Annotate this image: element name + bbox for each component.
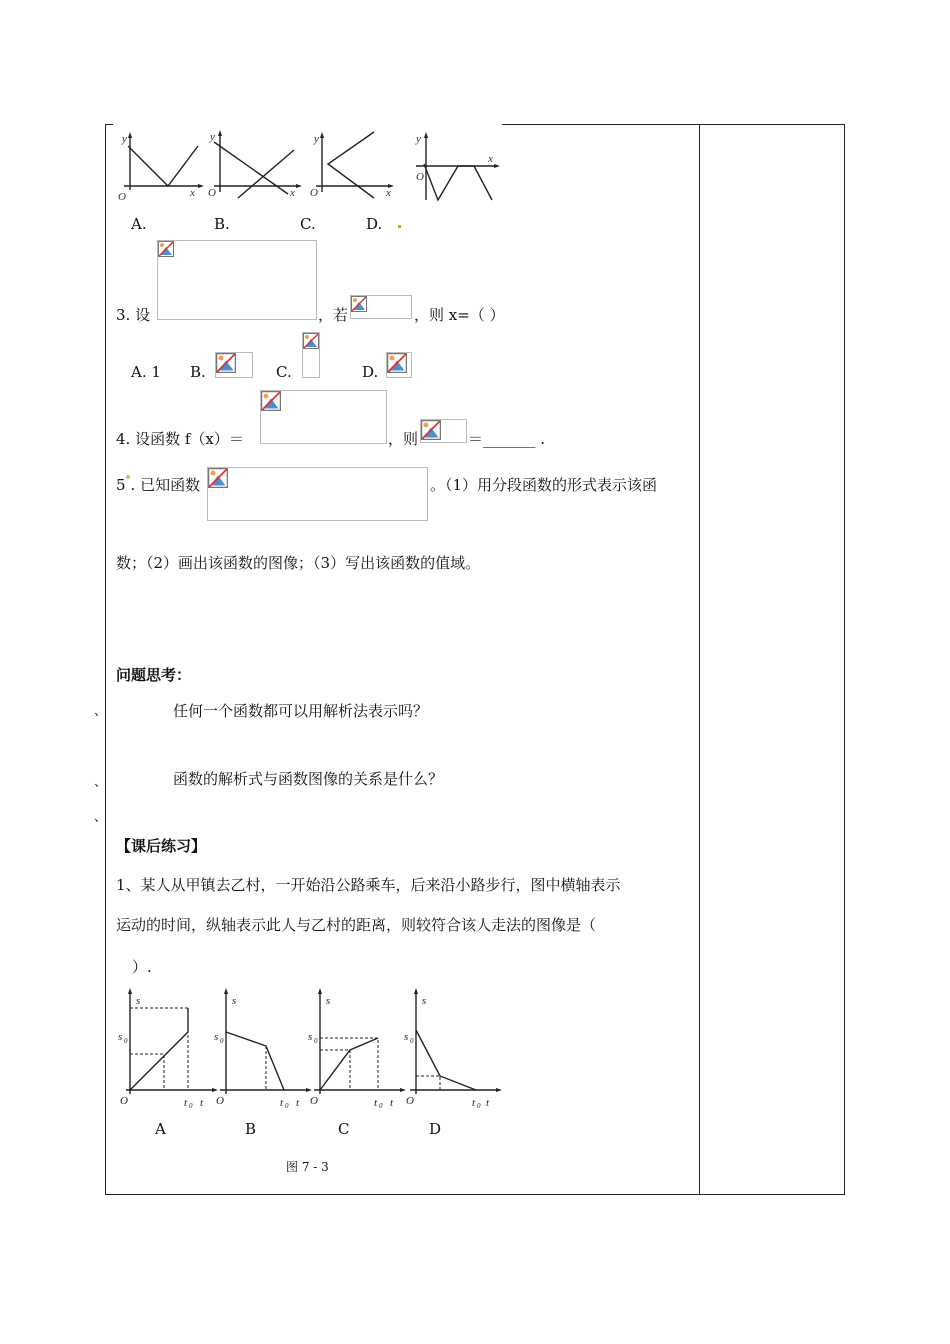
q4-mid: ，则 bbox=[388, 430, 419, 448]
list-mark-3: 、 bbox=[94, 810, 108, 825]
homework-graphs bbox=[110, 986, 510, 1126]
svg-text:t: t bbox=[390, 1097, 394, 1109]
broken-image-icon bbox=[351, 296, 367, 312]
table-border-bottom bbox=[105, 1194, 845, 1195]
q5-line2: 数；（2）画出该函数的图像；（3）写出该函数的值域。 bbox=[116, 554, 481, 572]
svg-text:O: O bbox=[406, 1095, 414, 1107]
svg-text:s: s bbox=[404, 1031, 409, 1043]
homework-p1-line2: 运动的时间，纵轴表示此人与乙村的距离，则较符合该人走法的图像是（ bbox=[116, 916, 597, 934]
svg-text:0: 0 bbox=[189, 1102, 193, 1110]
table-border-left bbox=[105, 124, 106, 1195]
svg-text:s: s bbox=[118, 1031, 123, 1043]
graph-c-curve bbox=[320, 1038, 378, 1090]
graph-d-s-label: s bbox=[422, 995, 427, 1007]
svg-text:y: y bbox=[314, 133, 319, 145]
homework-graph-label-a: A bbox=[155, 1120, 166, 1138]
svg-text:x: x bbox=[290, 187, 295, 199]
svg-text:x: x bbox=[386, 187, 391, 199]
thinking-heading: 问题思考： bbox=[116, 666, 192, 684]
svg-text:s: s bbox=[308, 1031, 313, 1043]
graph-a-guides bbox=[130, 1008, 188, 1090]
svg-text:O: O bbox=[208, 187, 216, 199]
svg-text:y: y bbox=[122, 133, 127, 145]
broken-image-icon bbox=[421, 420, 441, 440]
broken-image-icon bbox=[303, 333, 319, 349]
q2-graphs bbox=[110, 128, 510, 208]
svg-text:O: O bbox=[120, 1095, 128, 1107]
graph-b-line2 bbox=[238, 150, 294, 198]
q3-suffix: ，则 x=（ ） bbox=[414, 306, 505, 324]
svg-text:0: 0 bbox=[379, 1102, 383, 1110]
q3-option-b: B. bbox=[190, 363, 206, 381]
list-mark-1: 、 bbox=[94, 704, 108, 719]
q3-option-b-image bbox=[215, 352, 253, 378]
svg-text:0: 0 bbox=[314, 1037, 318, 1045]
svg-text:0: 0 bbox=[477, 1102, 481, 1110]
broken-image-icon bbox=[208, 468, 228, 488]
q3-formula-image bbox=[157, 240, 317, 320]
svg-text:x: x bbox=[488, 153, 493, 165]
q5-lead: . 已知函数 bbox=[130, 476, 201, 494]
list-mark-2: 、 bbox=[94, 775, 108, 790]
graph-d-curve bbox=[416, 1030, 476, 1090]
svg-text:0: 0 bbox=[220, 1037, 224, 1045]
q2-option-a: A. bbox=[131, 215, 147, 233]
graph-b-s-label: s bbox=[232, 995, 237, 1007]
table-border-top-left-tick bbox=[105, 124, 113, 125]
q3-option-d: D. bbox=[362, 363, 379, 381]
svg-text:t: t bbox=[296, 1097, 300, 1109]
figure-caption: 图 7 - 3 bbox=[286, 1160, 329, 1174]
q5-number: 5 bbox=[116, 476, 126, 494]
q2-option-c: C. bbox=[300, 215, 316, 233]
homework-graph-label-d: D bbox=[429, 1120, 442, 1138]
graph-a-curve bbox=[128, 146, 198, 186]
broken-image-icon bbox=[261, 391, 281, 411]
homework-p1-line3: ）. bbox=[132, 958, 152, 976]
table-border-top-right bbox=[502, 124, 845, 125]
q3-option-c-image bbox=[302, 332, 320, 378]
q3-option-d-image bbox=[386, 352, 412, 378]
graph-b-curve bbox=[226, 1032, 284, 1090]
svg-text:x: x bbox=[190, 187, 195, 199]
homework-p1-line1: 1、某人从甲镇去乙村，一开始沿公路乘车，后来沿小路步行，图中横轴表示 bbox=[116, 876, 621, 894]
homework-graph-label-c: C bbox=[338, 1120, 350, 1138]
table-border-right bbox=[844, 124, 845, 1195]
q3-mid: ，若 bbox=[318, 306, 349, 324]
svg-text:O: O bbox=[216, 1095, 224, 1107]
graph-c-curve bbox=[328, 132, 374, 198]
q2-option-d: D. bbox=[366, 215, 383, 233]
graph-a-curve bbox=[130, 1032, 188, 1090]
q2-option-b: B. bbox=[214, 215, 230, 233]
svg-text:O: O bbox=[118, 191, 126, 203]
svg-text:s: s bbox=[214, 1031, 219, 1043]
svg-text:t: t bbox=[280, 1097, 284, 1109]
graph-c-s-label: s bbox=[326, 995, 331, 1007]
svg-text:t: t bbox=[374, 1097, 378, 1109]
svg-text:0: 0 bbox=[410, 1037, 414, 1045]
thinking-question-1: 任何一个函数都可以用解析法表示吗？ bbox=[173, 702, 429, 720]
q3-option-a: A. 1 bbox=[131, 363, 161, 381]
q4-suffix: ＝_______ . bbox=[468, 430, 546, 448]
q3-prefix: 3. 设 bbox=[116, 306, 151, 324]
svg-text:O: O bbox=[416, 171, 424, 183]
q4-expression-image bbox=[420, 419, 467, 443]
q4-prefix: 4. 设函数 f（x）＝ bbox=[116, 430, 244, 448]
q5-star: * bbox=[125, 474, 131, 485]
broken-image-icon bbox=[387, 353, 407, 373]
q4-function-image bbox=[260, 390, 387, 444]
homework-heading: 【课后练习】 bbox=[116, 837, 207, 855]
svg-text:y: y bbox=[416, 133, 421, 145]
thinking-question-2: 函数的解析式与函数图像的关系是什么？ bbox=[173, 770, 444, 788]
svg-text:O: O bbox=[310, 1095, 318, 1107]
graph-a-s-label: s bbox=[136, 995, 141, 1007]
svg-text:t: t bbox=[184, 1097, 188, 1109]
broken-image-icon bbox=[216, 353, 236, 373]
q5-suffix: 。（1）用分段函数的形式表示该函 bbox=[430, 476, 658, 494]
q3-option-c: C. bbox=[276, 363, 292, 381]
broken-image-icon bbox=[158, 241, 174, 257]
svg-text:t: t bbox=[200, 1097, 204, 1109]
q5-function-image bbox=[207, 467, 428, 521]
graph-d-curve bbox=[424, 164, 492, 200]
svg-text:t: t bbox=[486, 1097, 490, 1109]
svg-text:t: t bbox=[472, 1097, 476, 1109]
svg-text:0: 0 bbox=[124, 1037, 128, 1045]
table-border-mid bbox=[699, 124, 700, 1195]
homework-graph-label-b: B bbox=[245, 1120, 257, 1138]
q3-condition-image bbox=[350, 295, 412, 319]
svg-text:0: 0 bbox=[285, 1102, 289, 1110]
svg-text:O: O bbox=[310, 187, 318, 199]
svg-text:y: y bbox=[210, 131, 215, 143]
dot-mark bbox=[398, 225, 401, 228]
q5-prefix bbox=[116, 474, 200, 495]
